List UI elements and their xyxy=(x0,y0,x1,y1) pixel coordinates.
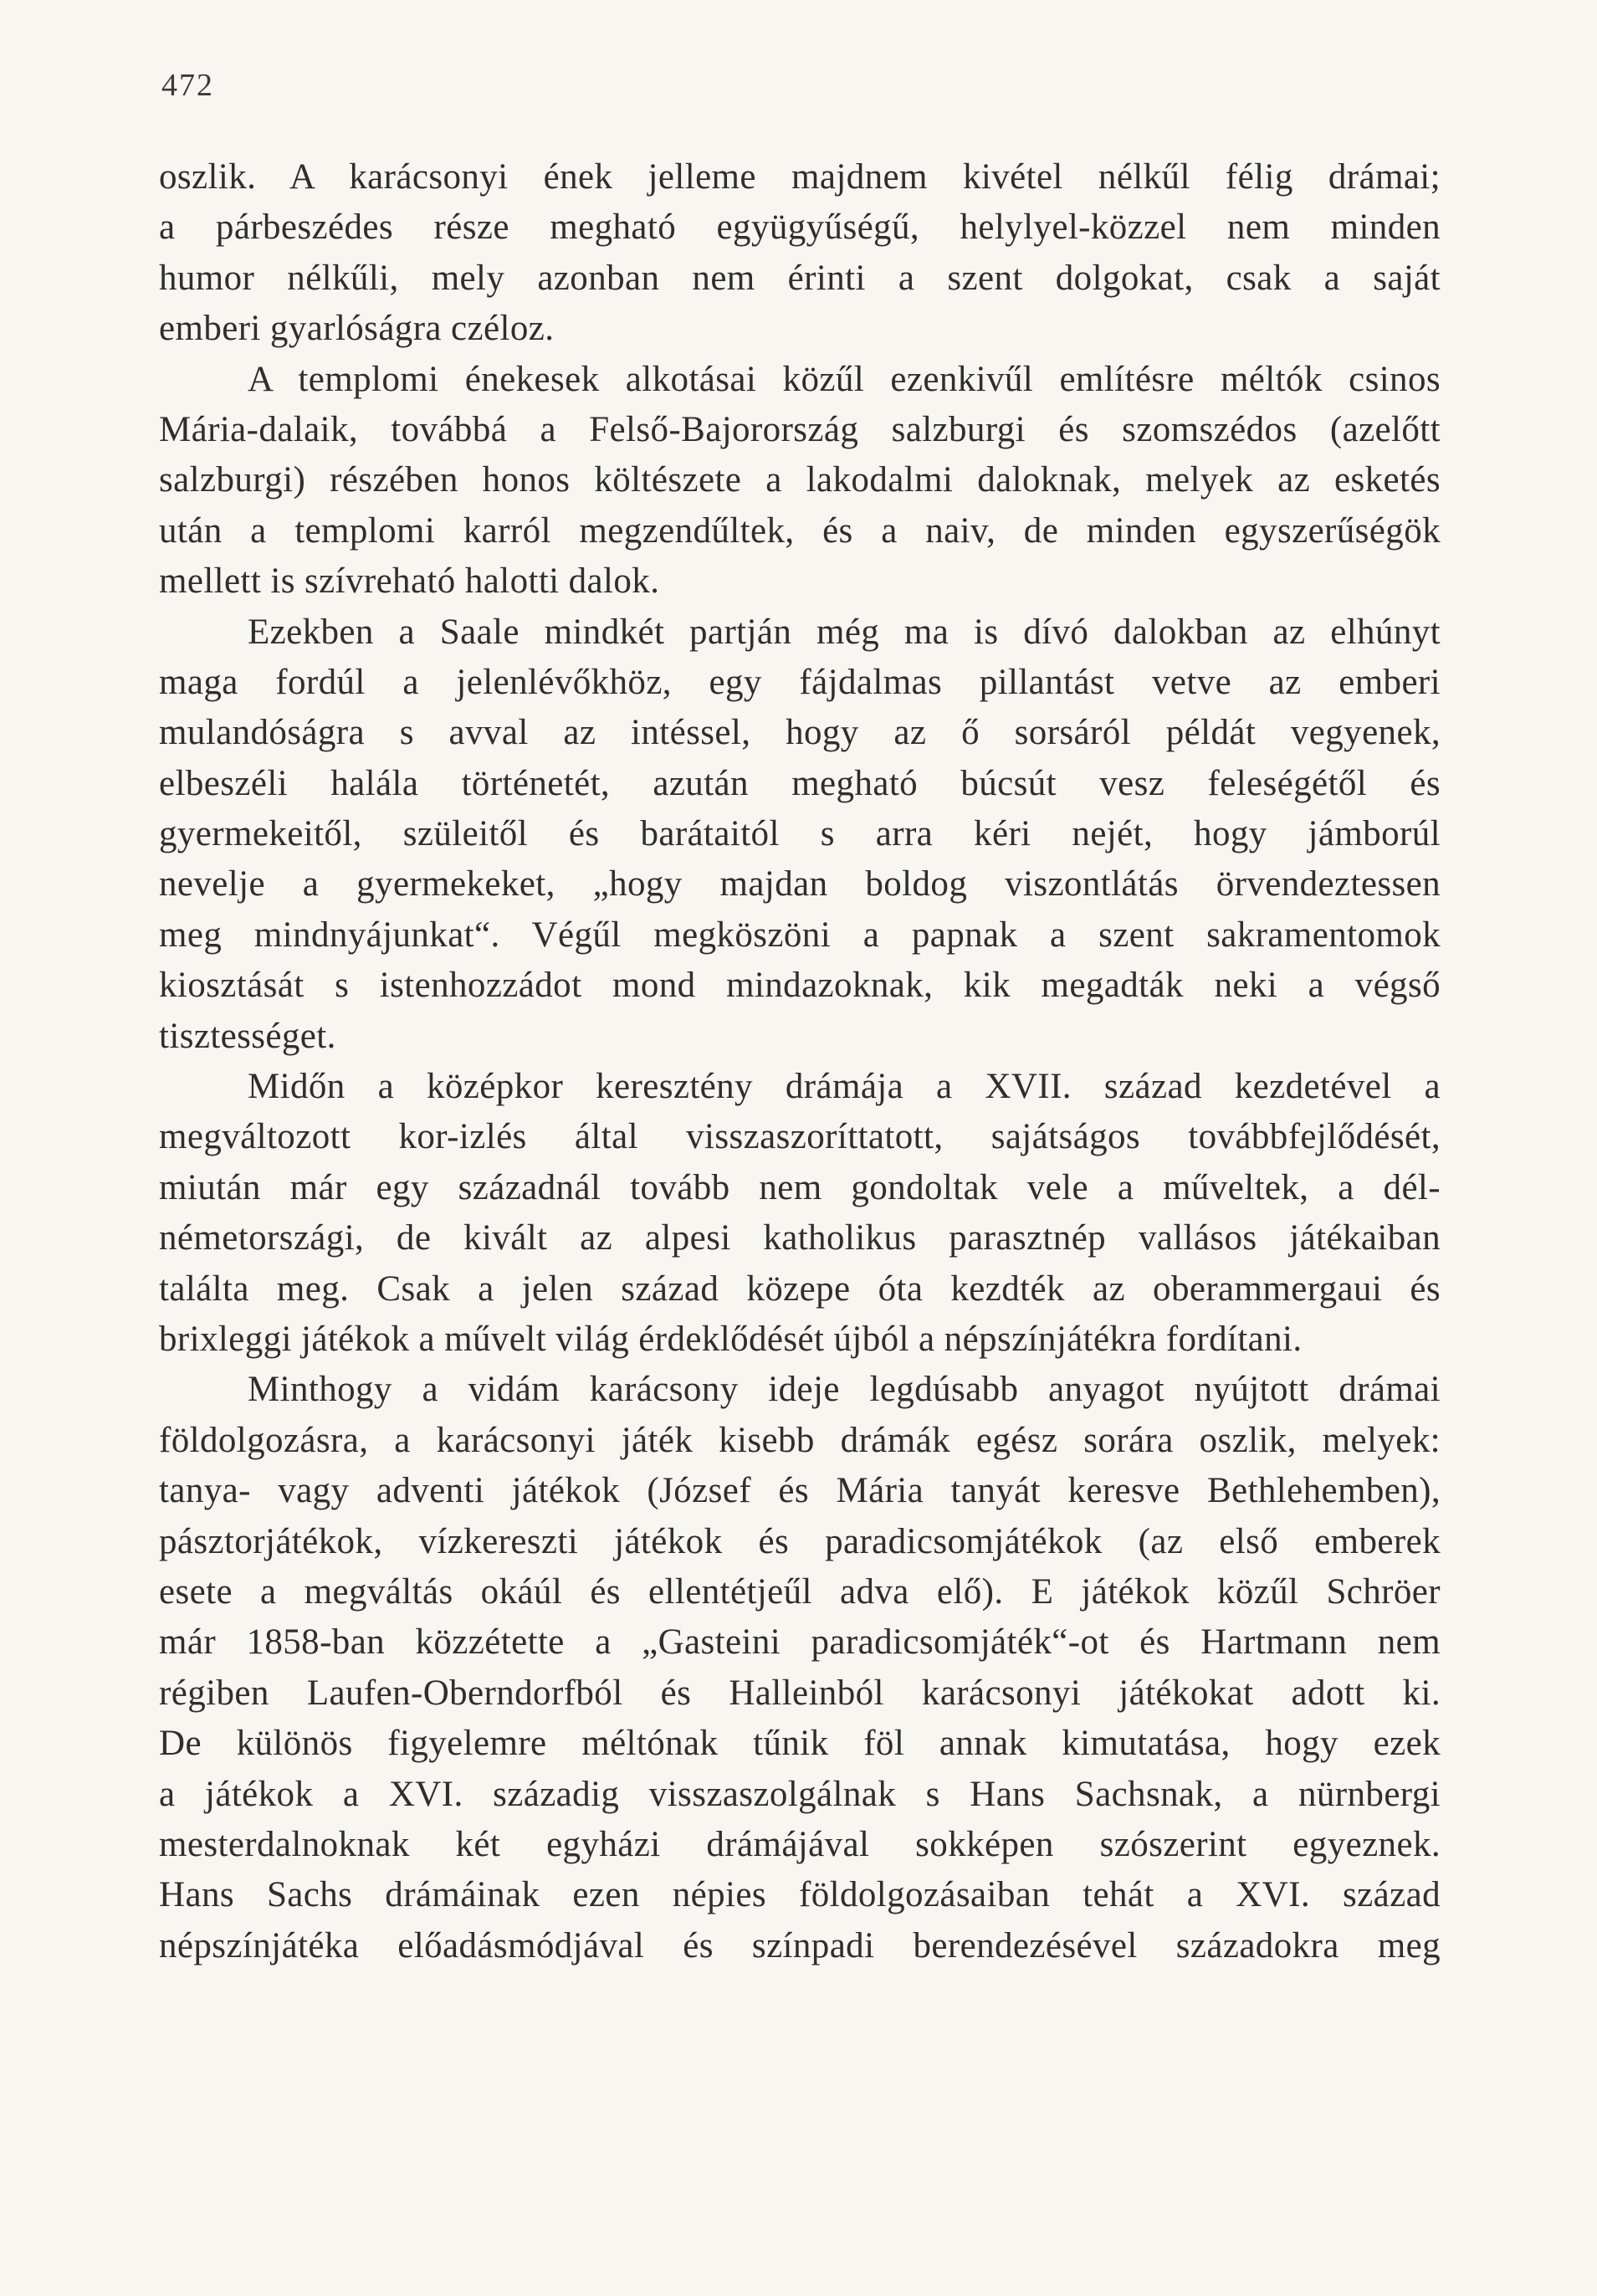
text-line: esete a megváltás okáúl és ellentétjeűl adva elő). E játékok közűl Schröer xyxy=(159,1571,1441,1612)
text-line: humor nélkűli, mely azonban nem érinti a szent dolgokat, csak a saját xyxy=(159,258,1441,298)
text-line: a párbeszédes része megható együgyűségű, helylyel-közzel nem minden xyxy=(159,208,1441,248)
text-line: már 1858-ban közzétette a „Gasteini paradicsomjáték“-ot és Hartmann nem xyxy=(159,1622,1441,1663)
text-line: mesterdalnoknak két egyházi drámájával sokképen szószerint egyeznek. xyxy=(159,1824,1441,1864)
text-line: brixleggi játékok a művelt világ érdeklődését újból a népszínjátékra fordítani. xyxy=(159,1319,1303,1359)
text-line: De különös figyelemre méltónak tűnik föl annak kimutatása, hogy ezek xyxy=(159,1724,1441,1764)
text-line: találta meg. Csak a jelen század közepe óta kezdték az oberammergaui és xyxy=(159,1268,1441,1309)
text-line: pásztorjátékok, vízkereszti játékok és paradicsomjátékok (az első emberek xyxy=(159,1521,1441,1561)
text-line: maga fordúl a jelenlévőkhöz, egy fájdalmas pillantást vetve az emberi xyxy=(159,662,1441,702)
text-line: megváltozott kor-izlés által visszaszoríttatott, sajátságos továbbfejlődését, xyxy=(159,1117,1441,1157)
text-line: a játékok a XVI. századig visszaszolgálnak s Hans Sachsnak, a nürnbergi xyxy=(159,1774,1441,1814)
text-line: mellett is szívreható halotti dalok. xyxy=(159,561,660,602)
text-line: után a templomi karról megzendűltek, és a naiv, de minden egyszerűségök xyxy=(159,510,1441,551)
text-line: Mária-dalaik, továbbá a Felső-Bajorország salzburgi és szomszédos (azelőtt xyxy=(159,409,1441,449)
text-line: salzburgi) részében honos költészete a lakodalmi daloknak, melyek az esketés xyxy=(159,460,1441,500)
text-line: A templomi énekesek alkotásai közűl ezenkivűl említésre méltók csinos xyxy=(248,359,1441,399)
text-line: Ezekben a Saale mindkét partján még ma is dívó dalokban az elhúnyt xyxy=(248,612,1441,652)
text-line: Hans Sachs drámáinak ezen népies földolgozásaiban tehát a XVI. század xyxy=(159,1875,1441,1915)
text-line: népszínjátéka előadásmódjával és színpadi berendezésével századokra meg xyxy=(159,1925,1441,1965)
text-line: Midőn a középkor keresztény drámája a XVII. század kezdetével a xyxy=(248,1067,1441,1107)
text-line: Minthogy a vidám karácsony ideje legdúsabb anyagot nyújtott drámai xyxy=(248,1370,1441,1410)
text-line: németországi, de kivált az alpesi katholikus parasztnép vallásos játékaiban xyxy=(159,1218,1441,1258)
text-line: oszlik. A karácsonyi ének jelleme majdnem kivétel nélkűl félig drámai; xyxy=(159,157,1441,197)
text-line: gyermekeitől, szüleitől és barátaitól s arra kéri nejét, hogy jámborúl xyxy=(159,814,1441,854)
text-line: meg mindnyájunkat“. Végűl megköszöni a papnak a szent sakramentomok xyxy=(159,915,1441,955)
text-line: tisztességet. xyxy=(159,1016,336,1056)
text-line: tanya- vagy adventi játékok (József és Mária tanyát keresve Bethlehemben), xyxy=(159,1471,1441,1511)
text-line: mulandóságra s avval az intéssel, hogy az ő sorsáról példát vegyenek, xyxy=(159,713,1441,753)
text-line: nevelje a gyermekeket, „hogy majdan boldog viszontlátás örvendeztessen xyxy=(159,864,1441,905)
text-line: kiosztását s istenhozzádot mond mindazoknak, kik megadták neki a végső xyxy=(159,966,1441,1006)
text-line: emberi gyarlóságra czéloz. xyxy=(159,309,555,349)
text-line: földolgozásra, a karácsonyi játék kisebb drámák egész sorára oszlik, melyek: xyxy=(159,1420,1441,1460)
text-line: régiben Laufen-Oberndorfból és Halleinból karácsonyi játékokat adott ki. xyxy=(159,1673,1441,1713)
text-line: miután már egy századnál tovább nem gondoltak vele a műveltek, a dél- xyxy=(159,1167,1441,1207)
body-text xyxy=(159,152,1441,1971)
page-number: 472 xyxy=(161,68,214,103)
text-line: elbeszéli halála történetét, azután megható búcsút vesz feleségétől és xyxy=(159,763,1441,803)
